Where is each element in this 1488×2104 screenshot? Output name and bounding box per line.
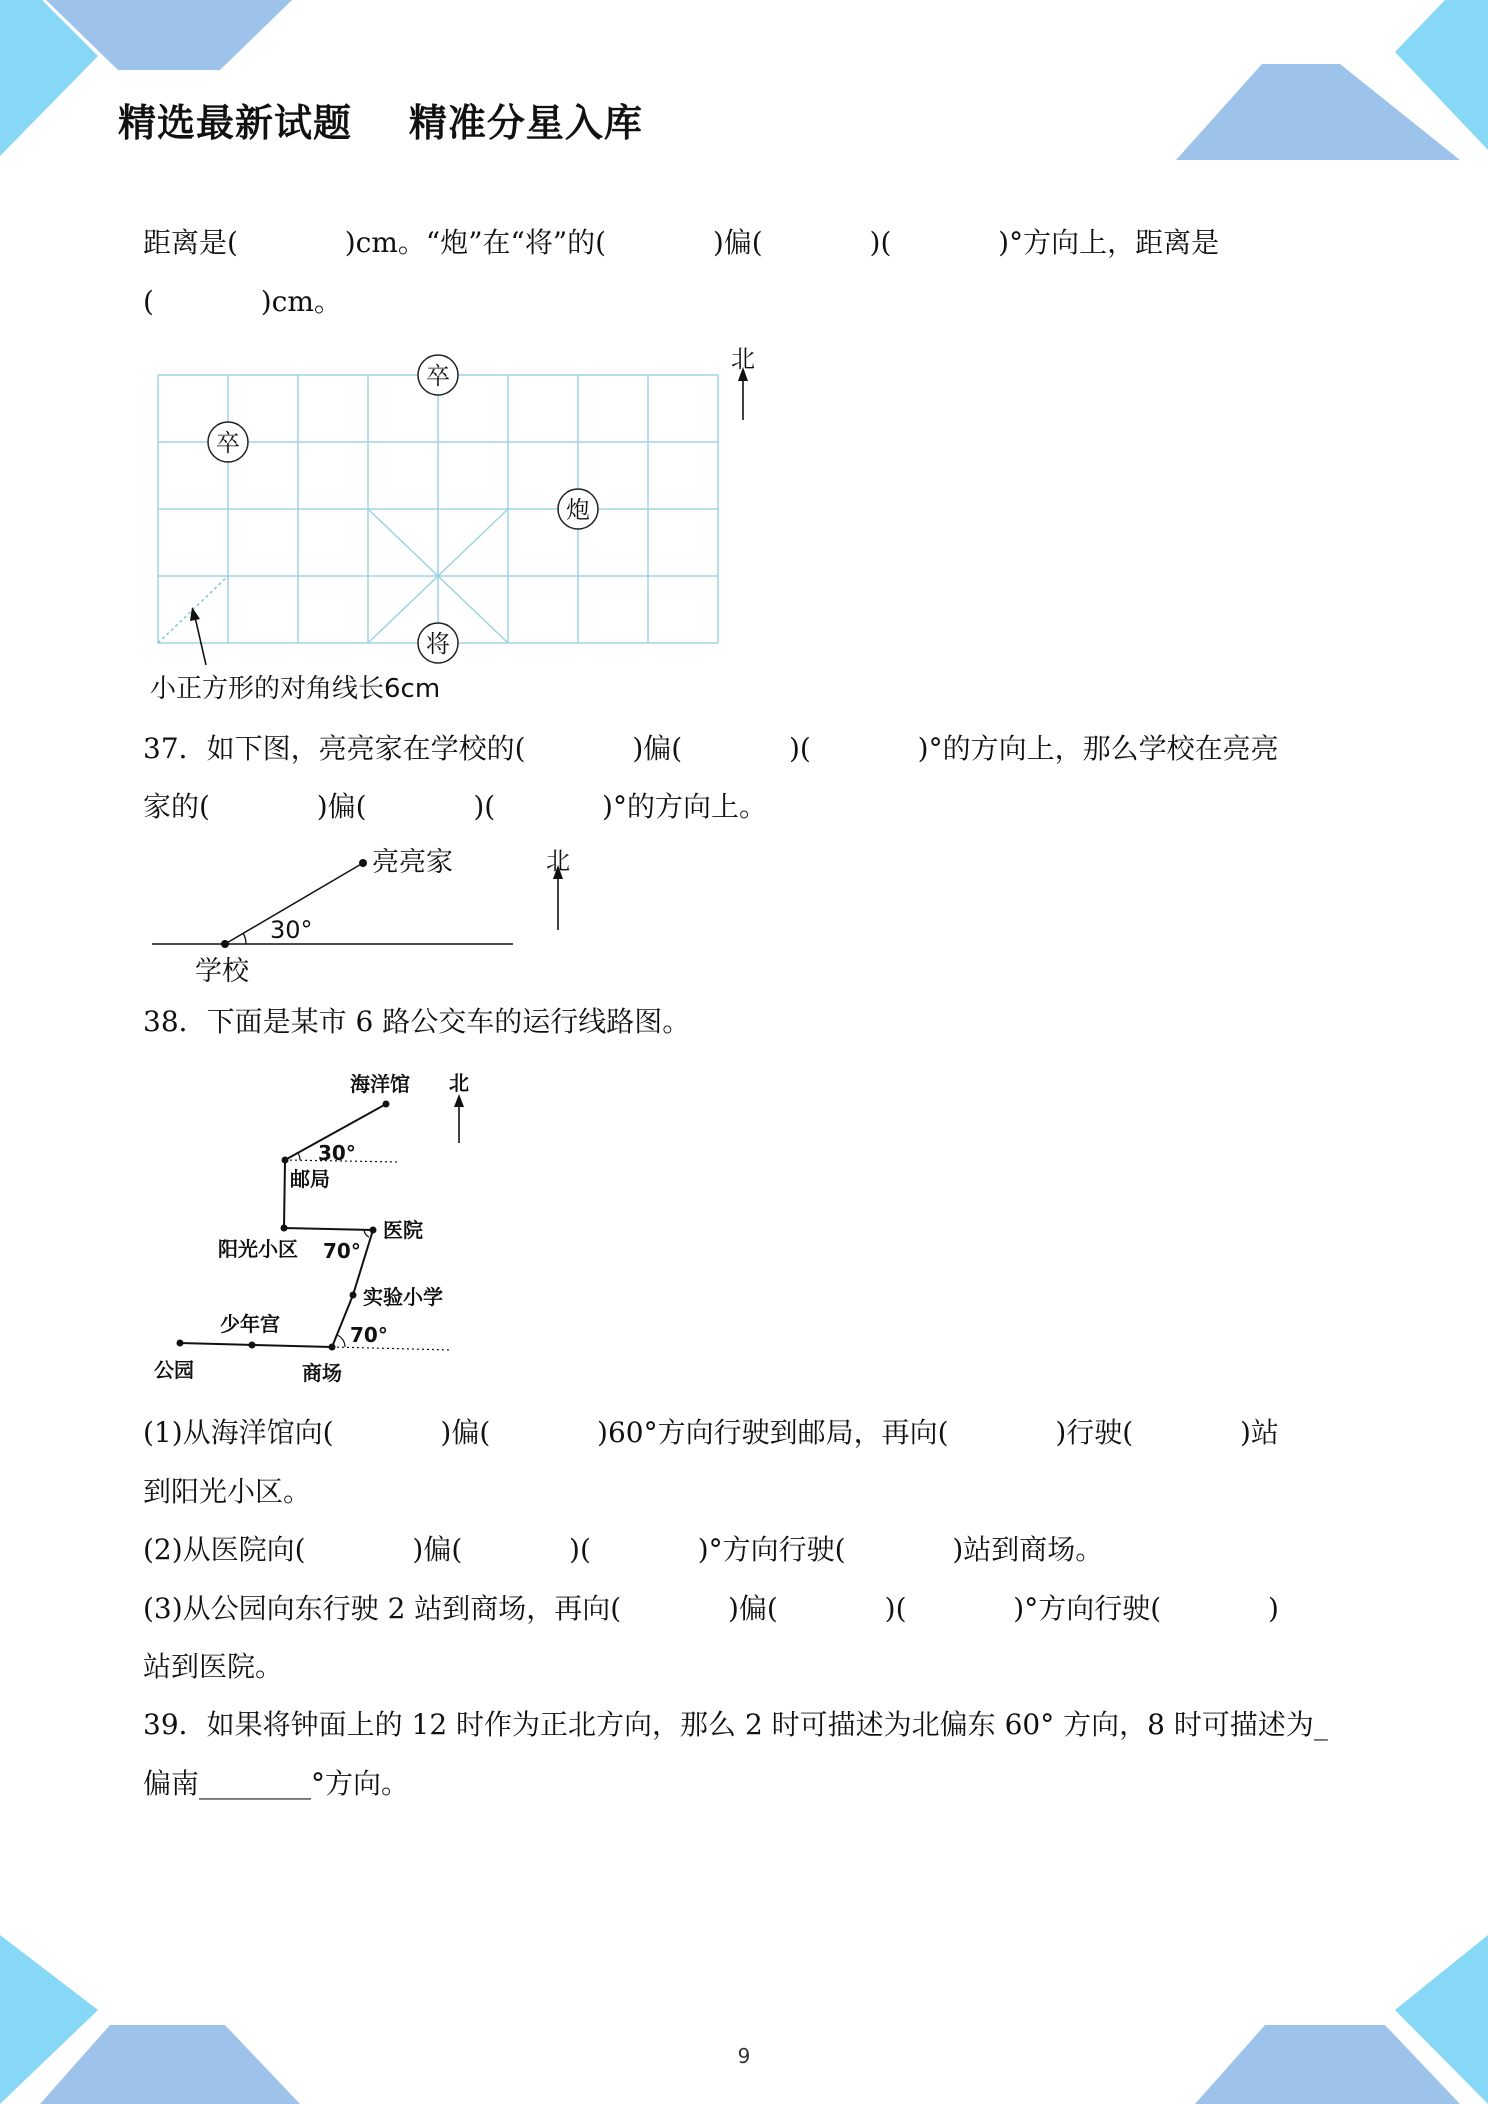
stop-sunshine: 阳光小区: [218, 1237, 298, 1261]
angle-30-label: 30°: [318, 1141, 356, 1165]
chess-grid-figure: [140, 345, 790, 715]
top-right-trapezoid: [1176, 64, 1460, 160]
stop-dots: [177, 1101, 390, 1351]
stop-palace: 少年宫: [220, 1312, 280, 1336]
diagonal-note: 小正方形的对角线长6cm: [150, 674, 441, 704]
school-home-figure: [140, 835, 600, 995]
page-number: 9: [737, 2044, 751, 2068]
q36-line1: 距离是( )cm。“炮”在“将”的( )偏( )( )°方向上，距离是: [143, 226, 1220, 259]
grid-lines: [158, 375, 718, 643]
north-arrow-icon: [454, 1094, 464, 1143]
school-label: 学校: [195, 956, 249, 987]
q38-part3-line1: (3)从公园向东行驶 2 站到商场，再向( )偏( )( )°方向行驶( ): [143, 1592, 1279, 1625]
q38-part3-line2: 站到医院。: [143, 1650, 284, 1683]
angle-70-hospital-label: 70°: [323, 1239, 361, 1263]
q39-line1: 39．如果将钟面上的 12 时作为正北方向，那么 2 时可描述为北偏东 60° 方向，8 时可描述为_: [143, 1708, 1328, 1741]
svg-text:卒: 卒: [216, 429, 240, 457]
home-point: [359, 859, 367, 867]
angle-arc: [243, 933, 246, 944]
piece-zu-left: [208, 422, 248, 462]
school-point: [221, 940, 229, 948]
q36-line2: ( )cm。: [143, 285, 342, 318]
home-label: 亮亮家: [372, 847, 453, 878]
q37-line2: 家的( )偏( )( )°的方向上。: [143, 790, 767, 823]
stop-post: 邮局: [290, 1167, 330, 1191]
q38-part1-line1: (1)从海洋馆向( )偏( )60°方向行驶到邮局，再向( )行驶( )站: [143, 1416, 1279, 1449]
north-label: 北: [546, 847, 570, 875]
q38-part1-line2: 到阳光小区。: [143, 1475, 312, 1508]
svg-text:炮: 炮: [566, 496, 590, 524]
angle-70-mall-label: 70°: [350, 1323, 388, 1347]
north-label: 北: [731, 345, 755, 373]
q39-line2: 偏南________°方向。: [143, 1767, 410, 1800]
q37-line1: 37．如下图，亮亮家在学校的( )偏( )( )°的方向上，那么学校在亮亮: [143, 732, 1279, 765]
q38-intro: 38．下面是某市 6 路公交车的运行线路图。: [143, 1005, 691, 1038]
stop-park: 公园: [154, 1358, 194, 1382]
stop-aquarium: 海洋馆: [350, 1072, 410, 1096]
angle-label: 30°: [270, 916, 313, 944]
stop-school: 实验小学: [363, 1285, 443, 1309]
piece-pao: [558, 489, 598, 529]
svg-text:卒: 卒: [426, 362, 450, 390]
q38-part2: (2)从医院向( )偏( )( )°方向行驶( )站到商场。: [143, 1533, 1104, 1566]
piece-jiang: [418, 623, 458, 663]
bus-route-map: [140, 1055, 500, 1395]
header-title: 精选最新试题 精准分星入库: [118, 101, 643, 145]
svg-text:将: 将: [426, 630, 450, 658]
north-arrow-icon: [738, 367, 748, 420]
stop-hospital: 医院: [383, 1218, 423, 1242]
stop-mall: 商场: [302, 1361, 342, 1385]
north-label: 北: [449, 1071, 469, 1095]
piece-zu-top: [418, 355, 458, 395]
pointer-arrow-icon: [190, 607, 206, 665]
